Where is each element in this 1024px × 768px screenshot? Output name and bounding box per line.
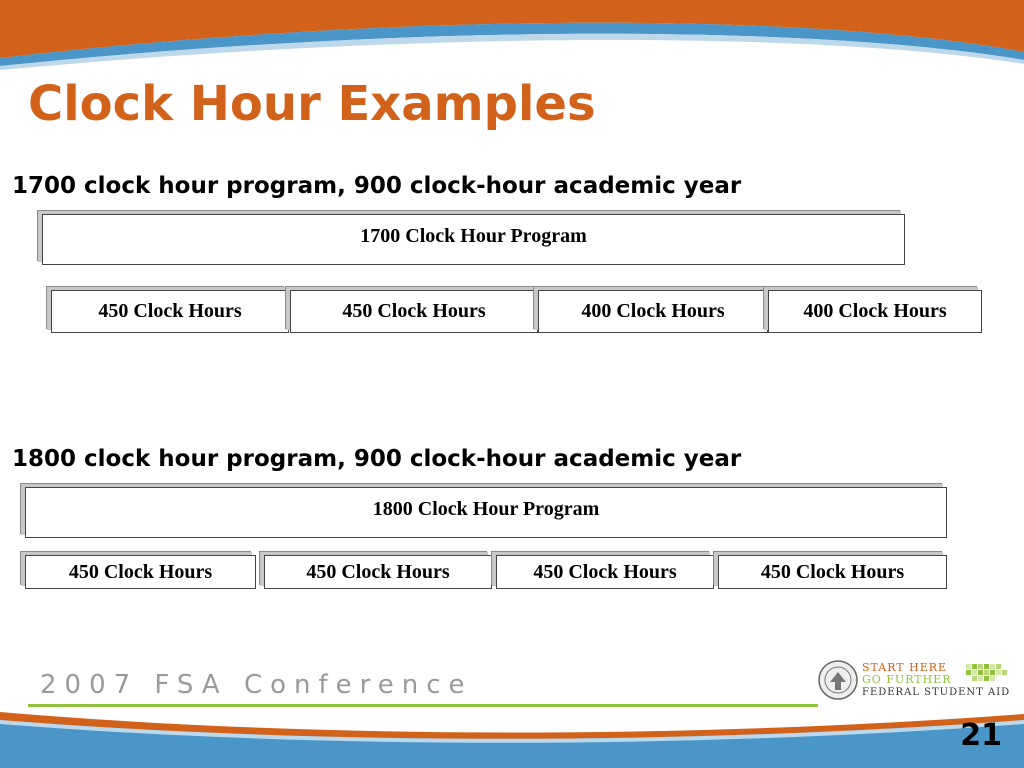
logo-line-go-further: GO FURTHER xyxy=(862,673,952,686)
bottom-decorative-band xyxy=(0,700,1024,768)
logo-pixel-grid-icon xyxy=(966,664,1010,686)
department-of-education-seal-icon xyxy=(818,660,858,700)
logo-line-federal-student-aid: FEDERAL STUDENT AID xyxy=(862,687,1011,698)
federal-student-aid-logo xyxy=(862,662,1012,702)
segment-box: 400 Clock Hours xyxy=(538,290,768,333)
example2-heading: 1800 clock hour program, 900 clock-hour academic year xyxy=(12,446,742,472)
segment-box: 400 Clock Hours xyxy=(768,290,982,333)
program-box-1800: 1800 Clock Hour Program xyxy=(25,487,947,538)
segment-box: 450 Clock Hours xyxy=(718,555,947,589)
segment-box: 450 Clock Hours xyxy=(51,290,289,333)
segment-box: 450 Clock Hours xyxy=(496,555,714,589)
program-box-1700: 1700 Clock Hour Program xyxy=(42,214,905,265)
conference-footer-text: 2007 FSA Conference xyxy=(40,670,473,700)
slide-title: Clock Hour Examples xyxy=(28,76,596,132)
page-number: 21 xyxy=(960,718,1002,753)
top-decorative-band xyxy=(0,0,1024,72)
segment-box: 450 Clock Hours xyxy=(264,555,492,589)
example1-heading: 1700 clock hour program, 900 clock-hour academic year xyxy=(12,173,742,199)
logo-line-start-here: START HERE xyxy=(862,661,948,674)
segment-box: 450 Clock Hours xyxy=(290,290,538,333)
segment-box: 450 Clock Hours xyxy=(25,555,256,589)
